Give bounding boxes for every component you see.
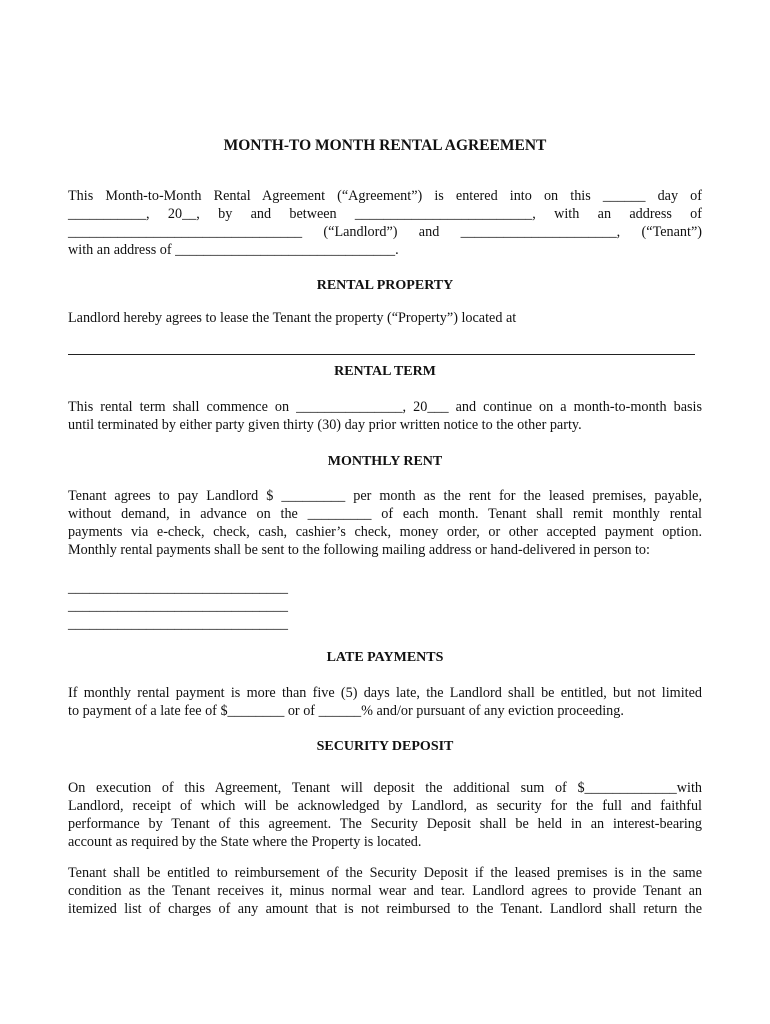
monthly-rent-line: payments via e-check, check, cash, cashier’s check, money order, or other accepted payment option. bbox=[68, 524, 702, 540]
rental-term-paragraph bbox=[68, 398, 702, 434]
late-payments-line: to payment of a late fee of $________ or of ______% and/or pursuant of any eviction proceeding. bbox=[68, 703, 624, 719]
rental-property-text: Landlord hereby agrees to lease the Tenant the property (“Property”) located at bbox=[68, 310, 517, 326]
monthly-rent-line: without demand, in advance on the _________ of each month. Tenant shall remit monthly rental bbox=[68, 506, 702, 522]
intro-line: ___________, 20__, by and between _________________________, with an address of bbox=[68, 206, 702, 222]
intro-paragraph bbox=[68, 187, 702, 259]
security-deposit-line: performance by Tenant of this agreement. The Security Deposit shall be held in an interest-bearing bbox=[68, 816, 702, 832]
monthly-rent-paragraph bbox=[68, 487, 702, 559]
mailing-address-line: _______________________________ bbox=[68, 580, 288, 596]
security-deposit-line: account as required by the State where the Property is located. bbox=[68, 834, 422, 850]
rental-term-line: until terminated by either party given thirty (30) day prior written notice to the other party. bbox=[68, 417, 582, 433]
security-deposit-line: Landlord, receipt of which will be acknowledged by Landlord, as security for the full and faithful bbox=[68, 798, 702, 814]
mailing-address-line: _______________________________ bbox=[68, 598, 288, 614]
intro-line: _________________________________ (“Landlord”) and ______________________, (“Tenant”) bbox=[68, 224, 702, 240]
security-deposit-heading: SECURITY DEPOSIT bbox=[316, 739, 454, 754]
late-payments-paragraph bbox=[68, 684, 702, 720]
rental-property-heading: RENTAL PROPERTY bbox=[316, 278, 454, 293]
monthly-rent-heading: MONTHLY RENT bbox=[327, 454, 443, 469]
monthly-rent-line: Monthly rental payments shall be sent to the following mailing address or hand-delivered in person to: bbox=[68, 542, 650, 558]
mailing-address-line: _______________________________ bbox=[68, 616, 288, 632]
security-deposit-paragraph-1 bbox=[68, 779, 702, 851]
property-address-line bbox=[68, 354, 695, 355]
intro-line: This Month-to-Month Rental Agreement (“Agreement”) is entered into on this ______ day of bbox=[68, 188, 702, 204]
document-title: MONTH-TO MONTH RENTAL AGREEMENT bbox=[223, 137, 547, 154]
rental-term-line: This rental term shall commence on _______________, 20___ and continue on a month-to-month basis bbox=[68, 399, 702, 415]
late-payments-line: If monthly rental payment is more than five (5) days late, the Landlord shall be entitled, but not limited bbox=[68, 685, 702, 701]
intro-line: with an address of _______________________________. bbox=[68, 242, 399, 258]
security-deposit-line: itemized list of charges of any amount that is not reimbursed to the Tenant. Landlord shall return the bbox=[68, 901, 702, 917]
monthly-rent-line: Tenant agrees to pay Landlord $ _________ per month as the rent for the leased premises, payable, bbox=[68, 488, 702, 504]
security-deposit-line: condition as the Tenant receives it, minus normal wear and tear. Landlord agrees to provide Tenant an bbox=[68, 883, 702, 899]
rental-term-heading: RENTAL TERM bbox=[334, 364, 436, 379]
rental-property-paragraph bbox=[68, 309, 702, 327]
security-deposit-line: Tenant shall be entitled to reimbursement of the Security Deposit if the leased premises is in the same bbox=[68, 865, 702, 881]
security-deposit-paragraph-2 bbox=[68, 864, 702, 918]
late-payments-heading: LATE PAYMENTS bbox=[326, 650, 444, 665]
security-deposit-line: On execution of this Agreement, Tenant will deposit the additional sum of $_____________with bbox=[68, 780, 702, 796]
